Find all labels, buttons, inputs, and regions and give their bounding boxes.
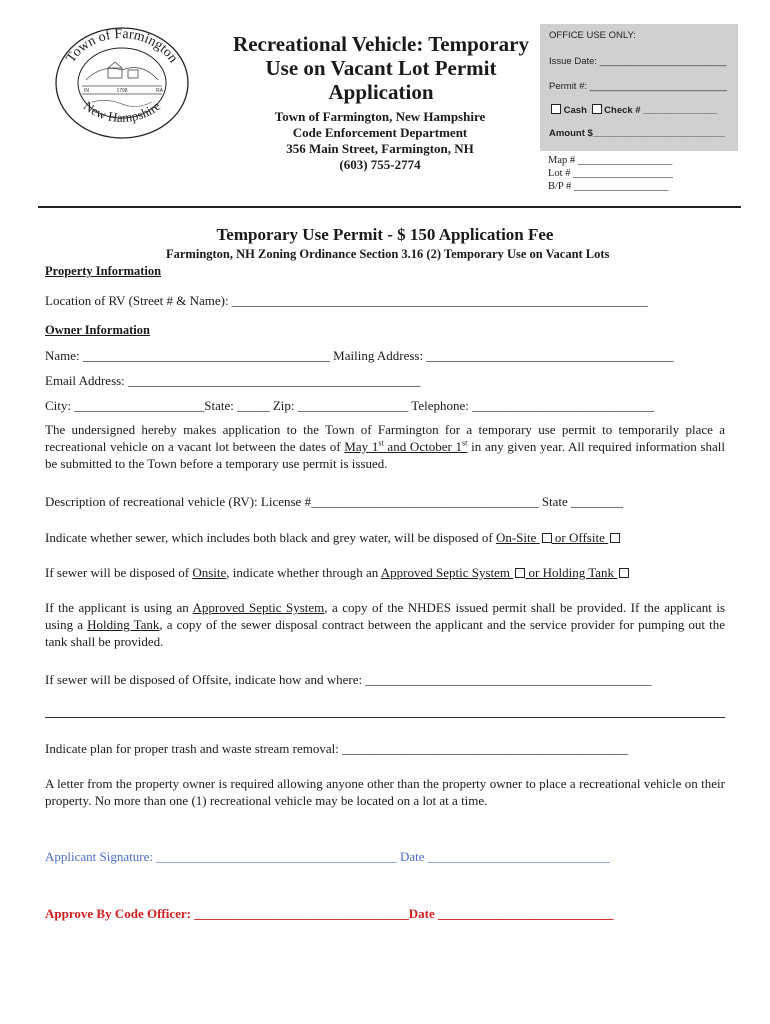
issue-date-field[interactable]: Issue Date: ________________________	[549, 56, 727, 67]
offsite-method-field[interactable]: If sewer will be disposed of Offsite, indicate how and where: ____________________________________________	[45, 672, 652, 687]
city-state-zip-phone-field[interactable]: City: ____________________State: _____ Zip: _________________ Telephone: ____________________________	[45, 398, 655, 413]
rv-description-field[interactable]: Description of recreational vehicle (RV): License #___________________________________ State ________	[45, 494, 624, 509]
title-line-1: Recreational Vehicle: Temporary	[233, 32, 529, 56]
seal-year: 1798	[116, 88, 128, 94]
name-mailing-field[interactable]: Name: ______________________________________ Mailing Address: ______________________________________	[45, 348, 674, 363]
sewer-question: Indicate whether sewer, which includes both black and grey water, will be disposed of	[45, 530, 496, 545]
application-statement	[45, 421, 725, 472]
statement-text-a: The undersigned hereby makes application to the Town of Farmington for a temporary use permit to temporarily place a recreational vehicle on a vacant lot between the dates of	[45, 422, 725, 454]
town-seal	[52, 24, 192, 142]
header-divider	[38, 206, 741, 208]
onsite-question-b: , indicate whether through an	[226, 565, 381, 580]
map-lot-box	[548, 154, 673, 193]
bp-field[interactable]: B/P # __________________	[548, 181, 669, 192]
town-line-3: 356 Main Street, Farmington, NH	[286, 141, 474, 156]
applicant-signature-field[interactable]: Applicant Signature: _____________________________________ Date ____________________________	[45, 849, 610, 864]
septic-tank-paragraph: If the applicant is using an Approved Septic System, a copy of the NHDES issued permit shall be provided. If the applicant is using a Holding Tank, a copy of the sewer disposal contract between the applicant and the service provider for pumping out the tank shall be provided.	[45, 600, 725, 649]
town-address	[240, 109, 520, 173]
may-date: May 1st and October 1st	[344, 438, 468, 454]
septic-tank-options: Approved Septic System or Holding Tank	[381, 565, 630, 580]
septic-checkbox[interactable]	[515, 568, 525, 578]
amount-field[interactable]: Amount $_________________________	[549, 128, 725, 139]
ordinance-reference: Farmington, NH Zoning Ordinance Section 3.16 (2) Temporary Use on Vacant Lots	[166, 247, 610, 261]
onsite-word: Onsite	[192, 565, 227, 580]
holding-tank-checkbox[interactable]	[619, 568, 629, 578]
title-line-3: Application	[328, 80, 434, 104]
seal-bottom-text: New Hampshire	[80, 98, 164, 126]
seal-top-text: Town of Farmington	[63, 26, 181, 66]
title-line-2: Use on Vacant Lot Permit	[265, 56, 497, 80]
code-officer-approval-field[interactable]: Approve By Code Officer: _________________________________Date ___________________________	[45, 906, 614, 921]
sewer-disposal-row	[45, 529, 620, 546]
offsite-continuation-line[interactable]	[45, 717, 725, 718]
seal-inc-right: RA	[156, 88, 163, 94]
svg-text:Town of Farmington	[64, 27, 181, 66]
town-line-4: (603) 755-2774	[339, 157, 421, 172]
seal-inc-left: IN	[84, 88, 89, 94]
fee-heading: Temporary Use Permit - $ 150 Application Fee	[216, 225, 554, 244]
office-use-label: OFFICE USE ONLY:	[549, 30, 636, 41]
offsite-checkbox[interactable]	[610, 533, 620, 543]
trash-plan-field[interactable]: Indicate plan for proper trash and waste stream removal: ____________________________________________	[45, 741, 629, 756]
owner-letter-paragraph: A letter from the property owner is required allowing anyone other than the property owner to place a recreational vehicle on their property. No more than one (1) recreational vehicle may be located on a lot at a time.	[45, 776, 725, 808]
property-info-heading: Property Information	[45, 264, 162, 278]
statement-text-b: in any given year. All required information shall be submitted to the Town before a temporary use permit is issued.	[45, 439, 725, 471]
map-field[interactable]: Map # __________________	[548, 155, 673, 166]
onsite-option: On-Site or Offsite	[496, 530, 620, 545]
lot-field[interactable]: Lot # ___________________	[548, 168, 673, 179]
check-number-field[interactable]: Check # ______________	[604, 105, 718, 116]
form-title	[222, 32, 540, 104]
rv-location-field[interactable]: Location of RV (Street # & Name): ________________________________________________________________	[45, 293, 648, 308]
permit-number-field[interactable]: Permit #: __________________________	[549, 81, 728, 92]
onsite-checkbox[interactable]	[542, 533, 552, 543]
cash-label: Cash	[563, 105, 587, 116]
onsite-method-row	[45, 564, 629, 581]
cash-checkbox[interactable]	[551, 104, 561, 114]
payment-method-row	[549, 104, 717, 116]
owner-info-heading: Owner Information	[45, 323, 150, 337]
town-line-2: Code Enforcement Department	[292, 125, 468, 140]
town-line-1: Town of Farmington, New Hampshire	[274, 109, 486, 124]
office-use-box	[540, 24, 738, 151]
check-checkbox[interactable]	[592, 104, 602, 114]
svg-text:New Hampshire	[81, 98, 163, 125]
email-field[interactable]: Email Address: _____________________________________________	[45, 373, 421, 388]
onsite-question-a: If sewer will be disposed of	[45, 565, 193, 580]
